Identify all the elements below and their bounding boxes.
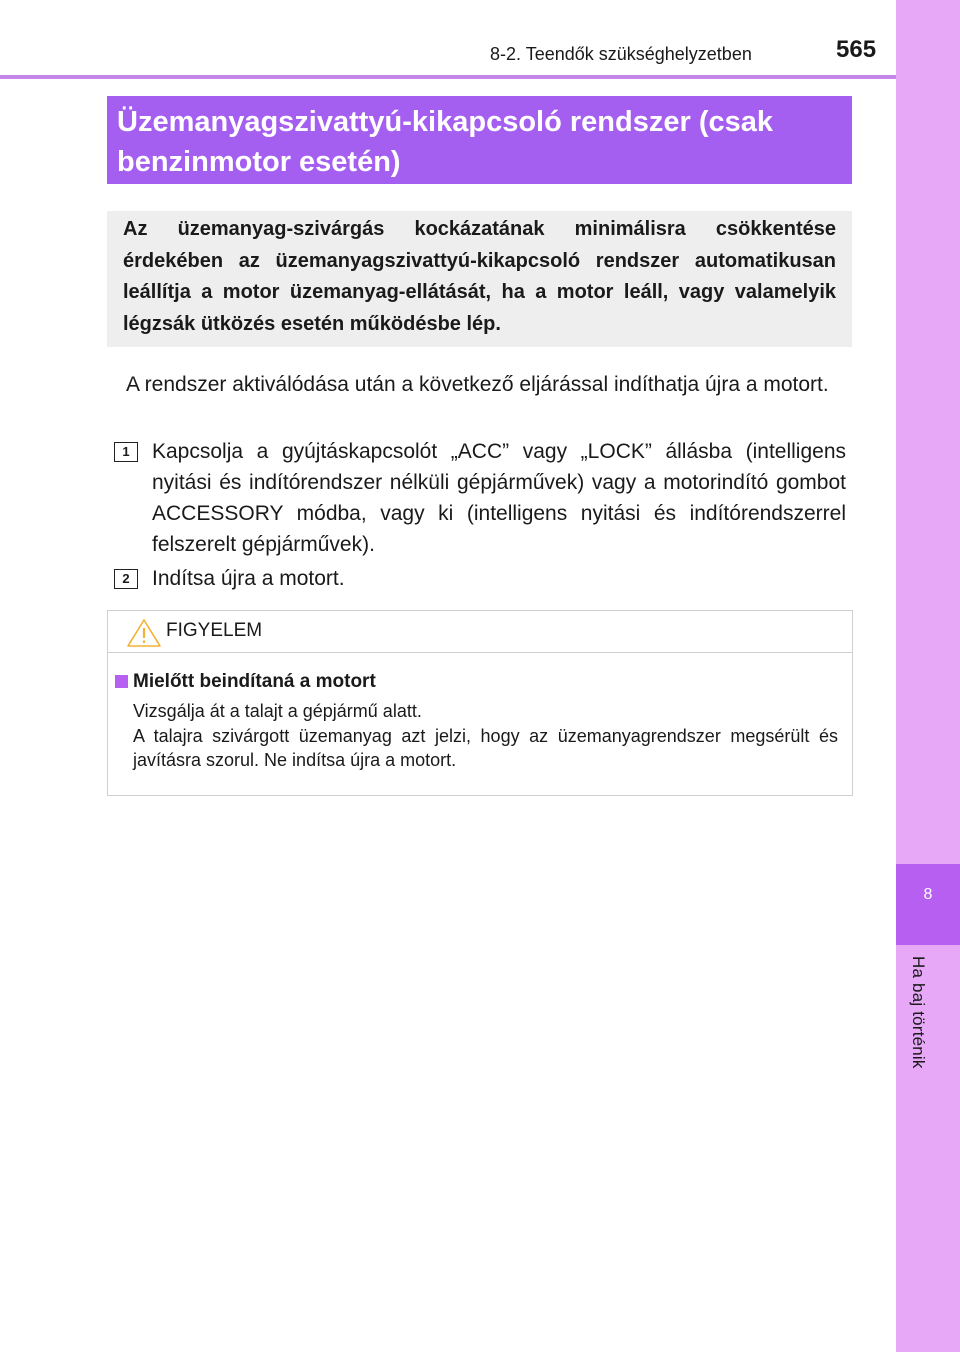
warning-label: FIGYELEM: [166, 620, 263, 641]
warning-text-line-1: Vizsgálja át a talajt a gépjármű alatt.: [133, 701, 422, 721]
section-title-line-1: Üzemanyagszivattyú-kikapcsoló rendszer (csak: [117, 106, 773, 138]
warning-box: [107, 610, 853, 796]
chapter-number: 8: [923, 886, 933, 903]
warning-subheading: [108, 669, 852, 695]
lead-text: Az üzemanyag-szivárgás kockázatának minimálisra csökkentése érdekében az üzemanyagszivattyú-kikapcsoló rendszer automatikusan leállítja a motor üzemanyag-ellátását, ha a motor leáll, vagy valamelyik légzsák ütközés esetén működésbe lép.: [123, 218, 836, 335]
step-number-badge: 1: [114, 442, 138, 462]
step-number-badge: 2: [114, 569, 138, 589]
step-2: [114, 563, 846, 594]
warning-triangle-icon: [126, 618, 162, 648]
section-title-line-2: benzinmotor esetén): [117, 146, 401, 178]
lead-box: [107, 211, 852, 347]
bullet-square-icon: [115, 675, 128, 688]
step-text: Indítsa újra a motort.: [152, 567, 345, 590]
warning-subheading-text: Mielőtt beindítaná a motort: [133, 671, 376, 692]
header-section-title: 8-2. Teendők szükséghelyzetben: [490, 44, 752, 64]
step-text: Kapcsolja a gyújtáskapcsolót „ACC” vagy „LOCK” állásba (intelligens nyitási és indítórendszer nélküli gépjárművek) vagy a motorindító gombot ACCESSORY módba, vagy ki (intelligens nyitási és indítórendszerrel felszerelt gépjárművek).: [152, 440, 846, 556]
section-title-box: [107, 96, 852, 184]
side-band: [896, 0, 960, 1352]
chapter-tab[interactable]: [896, 864, 960, 945]
warning-text-line-2: A talajra szivárgott üzemanyag azt jelzi, hogy az üzemanyagrendszer megsérült és javításra szorul. Ne indítsa újra a motort.: [133, 725, 838, 770]
header-rule: [0, 75, 896, 79]
chapter-title: Ha baj történik: [909, 956, 928, 1069]
page-number: 565: [836, 36, 877, 63]
warning-header: [108, 611, 852, 653]
warning-body: [108, 669, 852, 773]
step-1: [114, 436, 846, 560]
intro-paragraph: A rendszer aktiválódása után a következő eljárással indíthatja újra a motort.: [126, 373, 829, 396]
